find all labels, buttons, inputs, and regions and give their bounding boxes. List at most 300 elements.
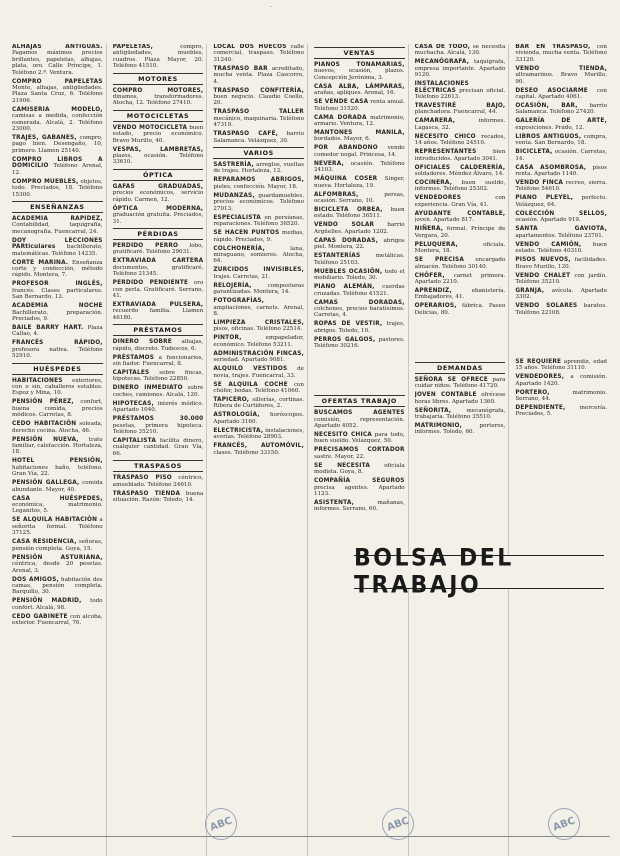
ad-body: todo confort. Alcalá, 98. (12, 598, 103, 611)
ad-body: buen estado. Teléfono 40310. (515, 241, 607, 255)
ad-lead: MANTONES MANILA, (313, 130, 405, 137)
classified-ad (415, 226, 506, 239)
ad-body: ocasión. Carretas, 14. (515, 149, 607, 162)
ad-body: guardamuebles, precios económicos. Teléfono 27013. (213, 192, 304, 212)
ad-body: ofrécese horas libres. Apartado 1360. (414, 392, 506, 405)
section-heading: TRASPASOS (113, 460, 204, 472)
classified-ad (515, 359, 607, 372)
classified-ad (415, 118, 506, 131)
ad-body: céntrico, amueblado. Teléfono 24610. (112, 475, 204, 488)
classified-ad (213, 298, 304, 317)
ad-lead: PINTOR, (213, 335, 242, 342)
ad-body: interés módico. Apartado 1040. (112, 400, 204, 414)
ad-lead: ASTROLOGÍA, (213, 412, 260, 419)
classified-ad (415, 180, 506, 193)
classified-ad (12, 496, 103, 515)
ad-body: profesora nativa. Teléfono 52910. (12, 346, 103, 360)
classified-ad (213, 215, 304, 228)
classified-ad (113, 125, 204, 144)
classified-ad (12, 281, 103, 300)
ad-lead: OPERARIOS, (414, 303, 457, 310)
classifieds-columns (12, 44, 610, 856)
column-2 (113, 44, 208, 856)
ad-body: plazos, ocasión. Teléfono 33610. (112, 153, 204, 166)
classified-ad (515, 303, 607, 316)
classified-ad (213, 177, 304, 190)
classified-ad (113, 475, 204, 488)
ad-lead: TRASPASO PISO (112, 475, 172, 482)
ad-body: perfecto. Velázquez, 64. (515, 195, 607, 208)
classified-ad (113, 401, 204, 414)
classified-ad (314, 500, 405, 513)
ad-lead: LIBROS ANTIGUOS, (515, 133, 582, 140)
ad-body: ocasión. Apartado 919. (515, 217, 581, 224)
ad-lead: DESEO ASOCIARME (515, 87, 588, 94)
ad-body: mecanógrafa, trabajaría. Teléfono 35510. (414, 407, 506, 420)
classified-ad (113, 302, 204, 321)
ad-lead: JOVEN CONTABLE (414, 392, 477, 399)
ad-lead: SASTRERÍA, (213, 162, 254, 169)
ad-body: buen sueldo, informes. Teléfono 25302. (414, 180, 506, 193)
ad-body: metálicas. Teléfono 25103. (313, 253, 405, 266)
classified-ad (213, 320, 304, 333)
classified-ad (12, 399, 103, 418)
ad-body: apartamentos. Teléfono 23701. (515, 232, 604, 239)
classified-ad (314, 447, 405, 460)
classified-ad (515, 88, 607, 101)
classified-ad (515, 374, 607, 387)
ad-lead: APRENDIZ, (414, 287, 452, 294)
classified-ad (213, 109, 304, 128)
classified-ad (415, 165, 506, 178)
classified-ad (12, 238, 103, 257)
ad-body: objetos, todo. Preciados, 18. Teléfono 15300. (12, 178, 103, 198)
ad-lead: BAR EN TRASPASO, (515, 44, 591, 50)
ad-lead: NECESITO CHICA (313, 431, 372, 438)
section-heading: ENSEÑANZAS (12, 201, 103, 213)
ad-body: francés. Clases particulares. San Bernardo, 12. (12, 287, 103, 301)
ad-lead: PENSIÓN NUEVA, (12, 436, 79, 443)
ad-lead: SE ALQUILA HABITACIÓN (12, 517, 98, 524)
classified-ad (415, 59, 506, 78)
ad-body: con experiencia. Gran Vía, 41. (414, 195, 506, 208)
classified-ad (314, 337, 405, 350)
ad-body: dinamos, transformadores. Atocha, 12. Teléfono 27410. (112, 94, 204, 107)
ad-lead: ALQUILO VESTIDOS (213, 366, 288, 373)
ad-lead: ALHAJAS ANTIGUAS. (12, 44, 103, 50)
ad-lead: ASISTENTA, (313, 499, 355, 506)
classified-ad (213, 412, 304, 425)
ad-body: mañanas, informes. Serrano, 60. (313, 499, 405, 513)
ad-body: Enseñanza corte y confección, método rápido. Montera, 7. (12, 259, 103, 279)
ad-lead: DEPENDIENTE, (515, 404, 566, 411)
ad-lead: PERDIDO PERRO (112, 242, 179, 249)
ad-body: lobo, gratificaré. Teléfono 29031. (112, 242, 204, 256)
classified-ad (113, 385, 204, 398)
ad-body: nuevos, ocasión, plazos. Concepción Jerónima, 3. (313, 68, 405, 81)
ad-body: instalaciones, averías. Teléfono 28903. (213, 427, 304, 441)
classified-ad (415, 44, 506, 57)
classified-ad (213, 230, 304, 243)
ad-lead: ADMINISTRACIÓN FINCAS, (213, 350, 304, 357)
ad-body: de novia, trajes. Fuencarral, 33. (213, 366, 304, 379)
ad-lead: TRASPASO CAFÉ, (213, 131, 279, 138)
ad-lead: CAPITALES (112, 369, 150, 376)
ad-body: porteros, informes. Toledo, 60. (414, 422, 506, 436)
ad-body: para todo, buen sueldo. Velázquez, 50. (313, 431, 405, 445)
classified-ad (515, 211, 607, 224)
ad-lead: ELECTRICISTA, (213, 427, 264, 434)
ad-body: precisa agentes. Apartado 1123. (313, 484, 405, 497)
ad-body: matrimonio. Serrano, 44. (515, 389, 607, 402)
classified-ad (515, 242, 607, 255)
ad-lead: BUSCAMOS AGENTES (313, 410, 405, 417)
ad-body: composturas garantizadas. Montera, 14. (213, 282, 304, 296)
ad-lead: VENDEDORES (414, 195, 462, 202)
classified-ad (12, 44, 103, 76)
column-3 (213, 44, 308, 856)
ad-lead: MUDANZAS, (213, 192, 255, 199)
classified-ad (314, 62, 405, 81)
ad-body: bachillerato, matemáticas. Teléfono 14235. (12, 244, 103, 257)
ad-lead: CEDO HABITACIÓN (12, 421, 77, 428)
ad-lead: SEÑORA SE OFRECE (414, 376, 488, 383)
classified-ad (113, 206, 204, 225)
ad-lead: HOTEL PENSIÓN, (12, 458, 103, 465)
ad-lead: REPARAMOS ABRIGOS, (213, 177, 304, 184)
ad-lead: SE PRECISA (414, 257, 465, 264)
ad-lead: RELOJERÍA, (213, 282, 252, 289)
ad-lead: ACADEMIA RAPIDEZ, (12, 215, 103, 222)
ad-lead: CASA ALBA, LÁMPARAS, (313, 83, 405, 90)
section-heading: VARIOS (213, 147, 304, 159)
classified-ad (213, 428, 304, 441)
section-heading: PÉRDIDAS (113, 228, 204, 240)
ad-lead: INSTALACIONES ELÉCTRICAS (414, 81, 469, 94)
ad-body: se necesita muchacha. Alcalá, 130. (414, 44, 506, 57)
classified-ad (12, 179, 103, 198)
stamp-text: ABC (208, 814, 234, 834)
ad-lead: VENDO CHALET (515, 272, 571, 279)
ad-lead: DINERO SOBRE (112, 339, 172, 346)
ad-body: pisos renta. Apartado 1140. (515, 164, 607, 178)
classified-ad (213, 193, 304, 212)
ad-lead: PELUQUERA, (414, 241, 458, 248)
ad-body: calle comercial, traspaso. Teléfono 31240. (213, 44, 304, 63)
ad-lead: CAMISERIA MODELO, (12, 106, 103, 113)
classified-ad (314, 410, 405, 429)
ad-lead: COMPRO MUEBLES, (12, 178, 79, 185)
ad-lead: SE REQUIERE (515, 358, 562, 365)
classified-ad (415, 288, 506, 301)
classified-ad (314, 478, 405, 497)
ad-body: recados, 14 años. Teléfono 24510. (414, 133, 506, 147)
ad-lead: PENSIÓN GALLEGA, (12, 480, 80, 487)
ad-body: aprendiz, edad 15 años. Teléfono 31110. (515, 358, 608, 372)
ad-lead: BICICLETA ORBEA, (313, 207, 383, 214)
classified-ad (113, 44, 204, 70)
classified-ad (515, 226, 607, 239)
ad-lead: VENDO FINCA (515, 180, 564, 187)
ad-body: encargado almacén. Teléfono 30140. (414, 257, 506, 270)
ad-body: Monte, alhajas, antigüedades. Plaza Santa Cruz, 6. Teléfono 21906. (12, 85, 103, 104)
ad-body: trajes. Carretas, 21. (213, 273, 271, 280)
classified-ad (213, 335, 304, 348)
classified-ad (12, 378, 103, 397)
ad-lead: HIPOTECAS, (112, 400, 154, 407)
ad-lead: SE ALQUILA COCHE (213, 381, 288, 388)
classified-ad (314, 145, 405, 158)
ad-lead: COMPRO MOTORES, (112, 87, 204, 94)
ad-lead: COMPAÑÍA SEGUROS (313, 478, 405, 485)
ad-body: exposiciones. Prado, 12. (515, 124, 585, 131)
classified-ad (515, 390, 607, 403)
ad-lead: TRASPASO TALLER (213, 109, 304, 116)
classified-ad (113, 88, 204, 107)
classified-ad (314, 161, 405, 174)
ad-lead: PENSIÓN PÉREZ, (12, 399, 74, 406)
ad-body: pieles, confección. Mayor, 18. (213, 183, 298, 190)
ad-body: precisan oficial. Teléfono 22613. (414, 87, 506, 101)
ad-body: pastores. Teléfono 30216. (313, 336, 405, 350)
classified-ad (314, 130, 405, 143)
classified-ad (515, 195, 607, 208)
ad-body: oficiala. Montera, 18. (414, 241, 506, 255)
ad-body: bien introducidos. Apartado 3041. (414, 149, 506, 162)
ad-lead: ZURCIDOS INVISIBLES, (213, 267, 304, 274)
classified-ad (415, 211, 506, 224)
ad-lead: HABITACIONES (12, 377, 63, 384)
ad-body: sobre coches, camiones. Alcalá, 120. (112, 385, 204, 398)
ad-body: señoras, pensión completa. Goya, 15. (12, 539, 103, 552)
classified-ad (213, 246, 304, 265)
classified-ad (515, 134, 607, 147)
classified-ad (113, 339, 204, 352)
ad-lead: CASA HUÉSPEDES, (12, 495, 103, 502)
ad-lead: PIANOS TONAMARIAS, (313, 62, 405, 68)
classified-ad (113, 438, 204, 457)
ad-body: vendo comedor nogal. Princesa, 14. (313, 145, 405, 158)
classified-ad (12, 216, 103, 235)
ad-lead: CAPAS DORADAS, (313, 237, 378, 244)
ad-lead: SANTA GAVIOTA, (515, 226, 607, 233)
ad-lead: ESTANTERÍAS (313, 253, 361, 260)
classified-ad (113, 147, 204, 166)
ad-body: soldadores. Méndez Álvaro, 14. (414, 171, 505, 178)
ad-body: en persianas, reparaciones. Teléfono 36520. (213, 214, 304, 228)
classified-ad (213, 283, 304, 296)
ad-body: oro con perla. Gratificaré. Serrano, 41. (112, 280, 204, 299)
ad-body: exteriores, con o sin, caballeros estables. Espoz y Mina, 10. (12, 377, 103, 397)
ad-lead: EXTRAVIADA CARTERA (112, 258, 204, 265)
classified-ad (314, 284, 405, 297)
ad-body: trato familiar, calefacción. Hortaleza, 18. (12, 436, 103, 456)
classified-ad (415, 392, 506, 405)
ad-lead: PRÉSTAMOS 30.000 (112, 416, 204, 423)
ad-lead: GAFAS GRADUADAS, (112, 183, 204, 190)
classified-ad (12, 614, 103, 627)
classified-ad (515, 44, 607, 63)
ad-body: avícola. Apartado 3302. (515, 287, 607, 301)
ad-body: persas, ocasión. Serrano, 10. (313, 191, 405, 205)
classified-ad (12, 577, 103, 596)
classified-ad (213, 397, 304, 410)
section-heading: PRÉSTAMOS (113, 324, 204, 336)
ad-lead: VENDO SOLAR (313, 222, 375, 229)
ad-body: con capital. Apartado 4061. (515, 87, 607, 101)
ad-body: Singer, nueva. Hortaleza, 19. (313, 176, 405, 189)
classified-ad (515, 165, 607, 178)
ad-lead: VENDO MOTOCICLETA (112, 124, 188, 131)
classified-ad (515, 103, 607, 116)
ad-lead: PENSIÓN MADRID, (12, 598, 82, 605)
classified-ad (515, 149, 607, 162)
ad-lead: PRECISAMOS CORTADOR (313, 447, 405, 454)
classified-ad (515, 180, 607, 193)
ad-body: empapelador, económico. Teléfono 53211. (213, 335, 304, 348)
ad-lead: VENDO SOLARES (515, 303, 578, 310)
ad-body: con chófer, bodas. Teléfono 41060. (213, 381, 304, 394)
ad-body: informes. Lagasca, 32. (414, 118, 506, 131)
ad-lead: FRANCÉS, AUTOMÓVIL, (213, 443, 304, 450)
ad-lead: TRAVESTIRÉ BAJO, (414, 103, 506, 110)
ad-body: trajes, abrigos. Toledo, 10. (313, 321, 405, 334)
ad-lead: FOTOGRAFÍAS, (213, 298, 265, 305)
section-heading: DEMANDAS (415, 362, 506, 374)
ad-lead: PROFESOR INGLÉS, (12, 281, 103, 288)
ad-lead: SE HACEN PUNTOS (213, 230, 280, 237)
ad-body: buen negocio. Claudio Coello, 20. (213, 94, 304, 107)
ad-lead: CAPITALISTA (112, 438, 157, 444)
ad-lead: VESPAS, LAMBRETAS, (112, 146, 204, 153)
ad-body: abrigos piel. Montera, 22. (313, 237, 405, 251)
ad-body: a señorita formal. Teléfono 37125. (12, 517, 103, 537)
classified-ad (314, 222, 405, 235)
ad-lead: SE VENDE CASA (313, 99, 369, 106)
classified-ad (213, 267, 304, 280)
ad-body: confort, buena comida, precios módicos. Carretas, 8. (12, 399, 103, 419)
ad-body: documentos, gratificaré. Teléfono 21345. (112, 264, 204, 278)
ad-body: alhajas, rápido, discreto. Tudescos, 6. (112, 339, 204, 352)
ad-lead: CASA DE TODO, (414, 44, 471, 50)
classified-ad (213, 443, 304, 456)
classified-ad (12, 340, 103, 359)
ad-lead: LIMPIEZA CRISTALES, (213, 319, 304, 326)
ad-lead: VENDEDORES, (515, 374, 565, 381)
ad-body: taquígrafa, empresa importante. Apartado 9120. (414, 59, 506, 79)
classified-ad (415, 134, 506, 147)
classified-ad (314, 432, 405, 445)
ad-lead: PIANO PLEYEL, (515, 195, 574, 202)
classified-ad (415, 81, 506, 100)
ad-lead: VENDO TIENDA, (515, 65, 607, 72)
stamp-text: ABC (385, 814, 411, 834)
ad-body: acreditado, mucha venta. Plaza Cascorro, 4. (213, 65, 304, 85)
ad-lead: BAILE BARRY HART. (12, 324, 84, 331)
ad-lead: SEÑORITA, (414, 407, 452, 414)
classified-ad (113, 258, 204, 277)
ad-body: céntrica, desde 20 pesetas. Arenal, 3. (12, 561, 103, 574)
ad-lead: CORTE MARINA. (12, 259, 69, 266)
section-heading: MOTOCICLETAS (113, 110, 204, 122)
classified-ad (12, 458, 103, 477)
ad-body: buen estado. Teléfono 36511. (313, 207, 405, 220)
ad-lead: CASA ASOMBROSA, (515, 164, 587, 171)
ad-body: pisos, oficinas. Teléfono 22514. (213, 326, 303, 333)
ad-lead: PORTERO, (515, 389, 550, 396)
ad-body: baratos. Teléfono 22108. (515, 303, 607, 316)
ad-lead: DOS AMIGOS, (12, 576, 59, 583)
page-marker: · (270, 4, 272, 11)
ad-body: facilidades. Bravo Murillo, 120. (515, 257, 607, 270)
ad-body: comisión, representación. Apartado 4052. (313, 416, 405, 429)
ad-lead: CAMA DORADA (313, 114, 367, 121)
classified-ad (213, 351, 304, 364)
ad-body: precios económicos, servicio rápido. Carmen, 12. (112, 190, 204, 203)
classified-ad (515, 118, 607, 131)
ad-body: Bachillerato, preparación. Preciados, 9. (12, 309, 103, 322)
classified-ad (113, 416, 204, 435)
ad-body: bordados. Mayor, 6. (313, 136, 371, 143)
ad-lead: PISOS NUEVOS, (515, 257, 571, 264)
ad-body: recreo, sierra. Teléfono 54610. (515, 180, 607, 193)
ad-lead: PERROS GALGOS, (313, 336, 376, 343)
ad-lead: FRANCÉS RÁPIDO, (12, 340, 103, 347)
classified-ad (12, 325, 103, 338)
ad-lead: EXTRAVIADA PULSERA, (112, 301, 204, 308)
ad-lead: DINERO INMEDIATO (112, 385, 183, 392)
column-6 (515, 44, 610, 856)
ad-body: sastre. Mayor, 22. (313, 453, 365, 460)
column-5 (415, 44, 510, 856)
ad-lead: SE NECESITA (313, 462, 371, 469)
classified-ad (12, 421, 103, 434)
ad-body: ultramarinos. Bravo Murillo, 90. (515, 72, 607, 85)
classified-ad (213, 162, 304, 175)
bolsa-del-trabajo-banner (354, 545, 604, 599)
ad-lead: ALFOMBRAS, (313, 191, 359, 198)
ad-body: para cuidar niños. Teléfono 41720. (414, 376, 506, 390)
ad-lead: GALERÍA DE ARTE, (515, 118, 607, 125)
classified-ad (12, 555, 103, 574)
ad-body: barrio Salamanca. Velázquez, 30. (213, 131, 304, 144)
ad-lead: ROPAS DE VESTIR, (313, 321, 383, 328)
ad-lead: DOY LECCIONES PARticulares (12, 237, 103, 251)
ad-lead: OCASIÓN, BAR, (515, 103, 578, 110)
ad-lead: PERDIDO PENDIENTE (112, 280, 189, 287)
ad-lead: BICICLETA, (515, 149, 553, 156)
classified-ad (113, 243, 204, 256)
classified-ad (12, 135, 103, 154)
banner-gap (515, 319, 607, 359)
classified-ad (12, 539, 103, 552)
ad-body: graduación gratuita. Preciados, 31. (112, 212, 204, 225)
classified-ad (12, 517, 103, 536)
classified-ad (113, 491, 204, 504)
ad-body: pesetas, primera hipoteca. Teléfono 35210. (112, 422, 204, 435)
stamp-text: ABC (551, 814, 577, 834)
ad-lead: TRASPASO CONFITERÍA, (213, 87, 304, 94)
classified-ad (515, 288, 607, 301)
banner-gap (314, 352, 405, 392)
classified-ad (12, 480, 103, 493)
ad-lead: ÓPTICA MODERNA, (112, 205, 204, 212)
ad-lead: CAMAS DORADAS, (313, 299, 405, 306)
ad-lead: MECANÓGRAFA, (414, 59, 470, 66)
classified-ad (213, 131, 304, 144)
ad-lead: PENSIÓN ASTURIANA, (12, 554, 103, 561)
classified-ad (113, 370, 204, 383)
